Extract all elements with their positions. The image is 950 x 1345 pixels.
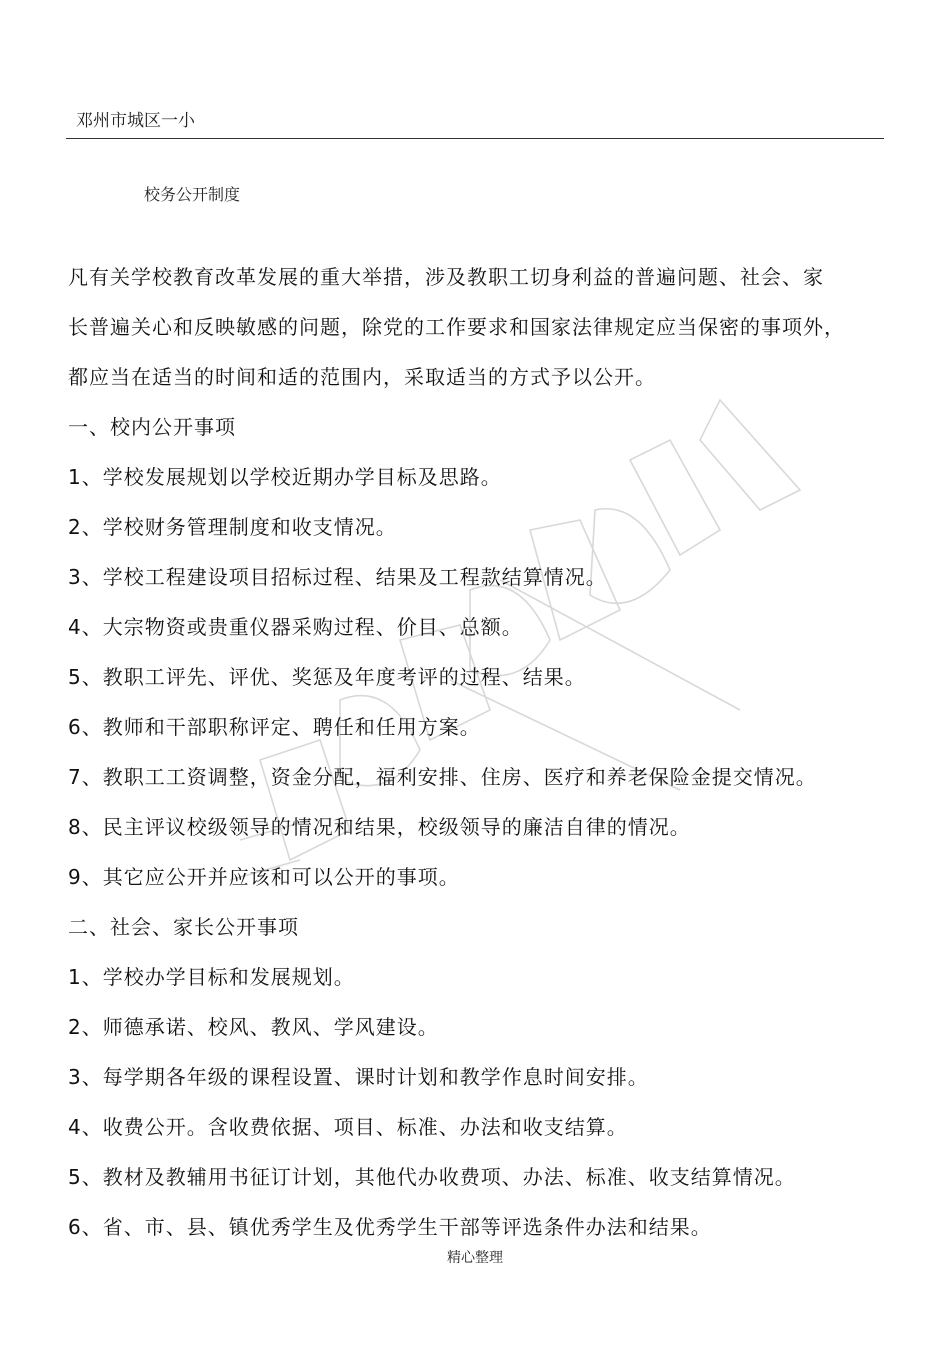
intro-line-1: 凡有关学校教育改革发展的重大举措，涉及教职工切身利益的普遍问题、社会、家 [68, 265, 824, 289]
public-item: 6、省、市、县、镇优秀学生及优秀学生干部等评选条件办法和结果。 [68, 1215, 712, 1239]
document-title: 校务公开制度 [144, 185, 241, 204]
page-footer: 精心整理 [447, 1250, 503, 1266]
public-item: 2、师德承诺、校风、教风、学风建设。 [68, 1015, 439, 1039]
header-divider [66, 138, 884, 139]
public-item: 1、学校办学目标和发展规划。 [68, 965, 355, 989]
section-heading-public: 二、社会、家长公开事项 [68, 915, 299, 939]
internal-item: 8、民主评议校级领导的情况和结果，校级领导的廉洁自律的情况。 [68, 815, 691, 839]
internal-item: 6、教师和干部职称评定、聘任和任用方案。 [68, 715, 481, 739]
internal-item: 1、学校发展规划以学校近期办学目标及思路。 [68, 465, 502, 489]
internal-item: 5、教职工评先、评优、奖惩及年度考评的过程、结果。 [68, 665, 586, 689]
intro-line-2: 长普遍关心和反映敏感的问题，除党的工作要求和国家法律规定应当保密的事项外， [68, 315, 845, 339]
public-item: 5、教材及教辅用书征订计划，其他代办收费项、办法、标准、收支结算情况。 [68, 1165, 796, 1189]
public-item: 4、收费公开。含收费依据、项目、标准、办法和收支结算。 [68, 1115, 628, 1139]
internal-item: 7、教职工工资调整，资金分配，福利安排、住房、医疗和养老保险金提交情况。 [68, 765, 817, 789]
internal-item: 9、其它应公开并应该和可以公开的事项。 [68, 865, 460, 889]
public-item: 3、每学期各年级的课程设置、课时计划和教学作息时间安排。 [68, 1065, 649, 1089]
internal-item: 4、大宗物资或贵重仪器采购过程、价目、总额。 [68, 615, 523, 639]
internal-item: 2、学校财务管理制度和收支情况。 [68, 515, 397, 539]
internal-item: 3、学校工程建设项目招标过程、结果及工程款结算情况。 [68, 565, 607, 589]
document-body [68, 262, 848, 1262]
intro-line-3: 都应当在适当的时间和适的范围内，采取适当的方式予以公开。 [68, 365, 656, 389]
header-org: 邓州市城区一小 [76, 111, 195, 131]
section-heading-internal: 一、校内公开事项 [68, 415, 236, 439]
